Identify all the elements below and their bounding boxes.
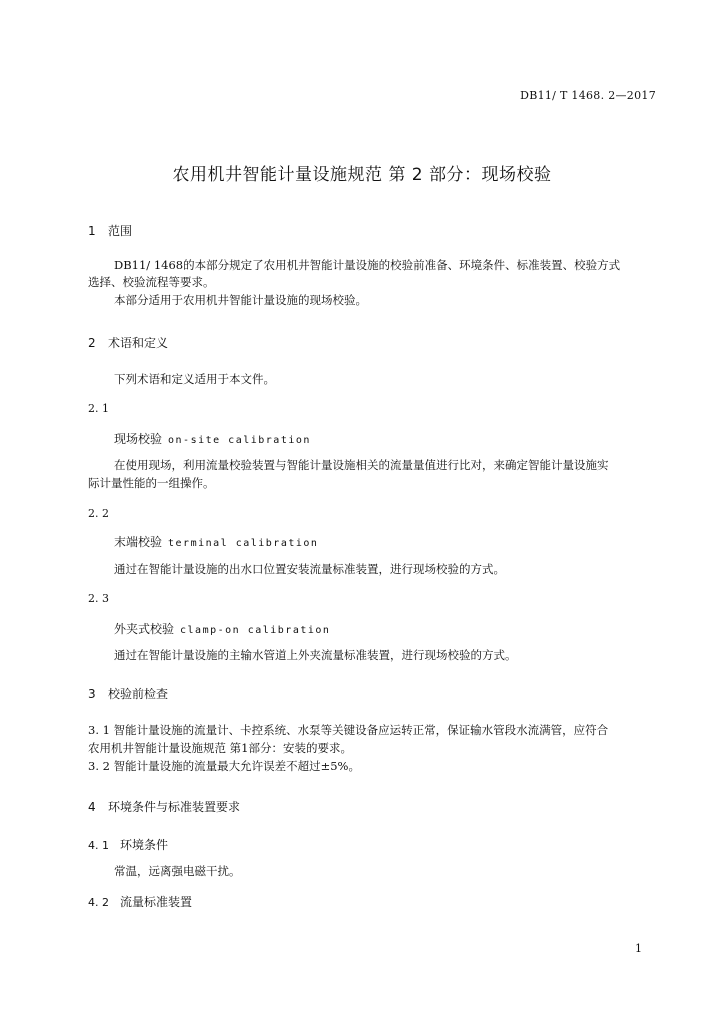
- section-title: 术语和定义: [108, 336, 169, 350]
- term-en: terminal calibration: [168, 538, 319, 549]
- subsection-title: 环境条件: [120, 838, 169, 852]
- section-number: 3: [88, 687, 96, 701]
- subsection-4-2-heading: [88, 893, 192, 910]
- section-1-paragraph-1-line-1: DB11/ 1468的本部分规定了农用机井智能计量设施的校验前准备、环境条件、标准装置、校验方式: [114, 258, 621, 272]
- term-2-2-definition: 通过在智能计量设施的出水口位置安装流量标准装置，进行现场校验的方式。: [114, 562, 505, 576]
- clause-3-2: 3. 2 智能计量设施的流量最大允许误差不超过±5%。: [88, 759, 360, 773]
- section-2-intro: 下列术语和定义适用于本文件。: [114, 372, 275, 386]
- section-2-heading: [88, 334, 168, 351]
- term-zh: 外夹式校验: [114, 622, 175, 636]
- section-3-heading: [88, 685, 168, 702]
- section-1-paragraph-2: 本部分适用于农用机井智能计量设施的现场校验。: [114, 293, 367, 307]
- section-4-heading: [88, 798, 240, 815]
- term-zh: 末端校验: [114, 535, 163, 549]
- term-2-1-definition-line-1: 在使用现场，利用流量校验装置与智能计量设施相关的流量量值进行比对，来确定智能计量设施实: [114, 458, 609, 472]
- term-2-1-number: 2. 1: [88, 402, 109, 415]
- section-number: 2: [88, 336, 96, 350]
- term-2-2-number: 2. 2: [88, 507, 109, 520]
- clause-3-1-line-1: 3. 1 智能计量设施的流量计、卡控系统、水泵等关键设备应运转正常，保证输水管段水流满管，应符合: [88, 723, 609, 737]
- section-1-paragraph-1-line-2: 选择、校验流程等要求。: [88, 275, 215, 289]
- standard-code: DB11/ T 1468. 2—2017: [520, 89, 656, 102]
- subsection-title: 流量标准装置: [120, 895, 193, 909]
- section-title: 范围: [108, 224, 133, 238]
- section-number: 1: [88, 224, 96, 238]
- subsection-4-1-text: 常温，远离强电磁干扰。: [114, 864, 241, 878]
- term-2-1: [114, 430, 311, 447]
- term-2-3-definition: 通过在智能计量设施的主输水管道上外夹流量标准装置，进行现场校验的方式。: [114, 648, 517, 662]
- term-2-1-definition-line-2: 际计量性能的一组操作。: [88, 476, 215, 490]
- section-number: 4: [88, 800, 96, 814]
- section-title: 校验前检查: [108, 687, 169, 701]
- term-en: clamp-on calibration: [180, 625, 331, 636]
- clause-3-1-line-2: 农用机井智能计量设施规范 第1部分：安装的要求。: [88, 741, 352, 755]
- subsection-4-1-heading: [88, 836, 168, 853]
- term-2-3: [114, 620, 330, 637]
- page-number: 1: [635, 942, 642, 955]
- document-title: 农用机井智能计量设施规范 第 2 部分：现场校验: [172, 165, 552, 185]
- subsection-number: 4. 2: [88, 896, 109, 909]
- section-1-heading: [88, 222, 132, 239]
- term-zh: 现场校验: [114, 432, 163, 446]
- subsection-number: 4. 1: [88, 839, 109, 852]
- term-en: on-site calibration: [168, 435, 311, 446]
- term-2-3-number: 2. 3: [88, 592, 109, 605]
- term-2-2: [114, 533, 318, 550]
- section-title: 环境条件与标准装置要求: [108, 800, 241, 814]
